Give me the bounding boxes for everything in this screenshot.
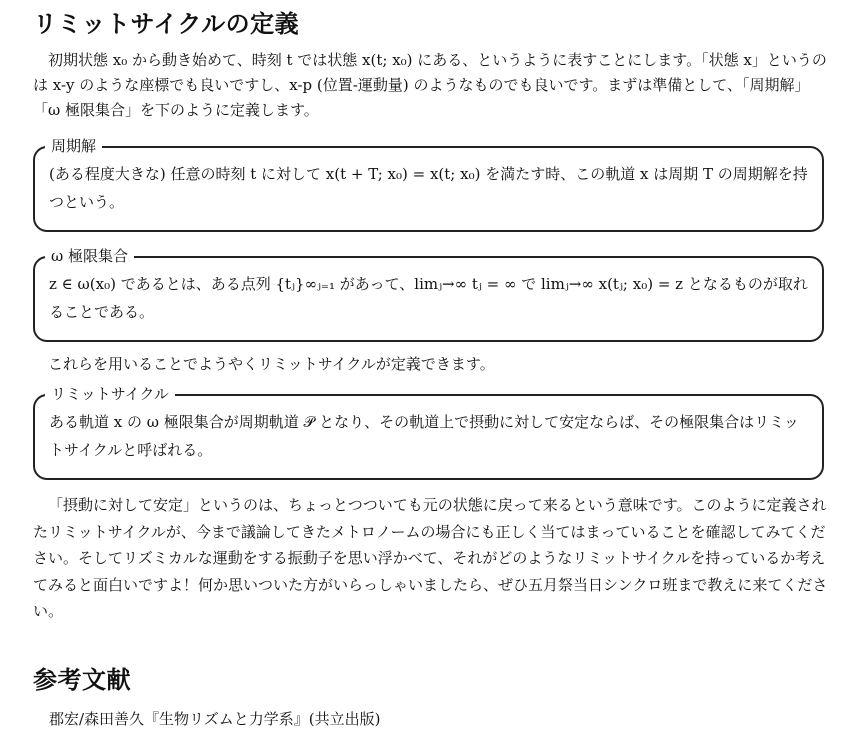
section-heading-limit-cycle: リミットサイクルの定義 [33, 10, 300, 38]
intro-paragraph: 初期状態 x₀ から動き始めて、時刻 t では状態 x(t; x₀) にある、というように表すことにします。「状態 x」というのは x-y のような座標でも良いですし、x-p (位置-運動量) のようなものでも良いです。まずは準備として、「周期解」「ω 極限集合」を下のように定義します。 [33, 51, 827, 119]
closing-paragraph: 「摂動に対して安定」というのは、ちょっとつついても元の状態に戻って来るという意味です。このように定義されたリミットサイクルが、今まで議論してきたメトロノームの場合にも正しく当てはまっていることを確認してみてください。そしてリズミカルな運動をする振動子を思い浮かべて、それがどのようなリミットサイクルを持っているか考えてみると面白いですよ！何か思いついた方がいらっしゃいましたら、ぜひ五月祭当日シンクロ班まで教えに来てください。 [33, 496, 828, 620]
definition-box-limit-cycle [33, 385, 824, 480]
definition-box-body: (ある程度大きな) 任意の時刻 t に対して x(t + T; x₀) = x(t; x₀) を満たす時、この軌道 x は周期 T の周期解を持つという。 [49, 165, 808, 211]
definition-box-title: リミットサイクル [45, 384, 175, 404]
definition-box-title: ω 極限集合 [45, 246, 134, 266]
definition-box-periodic-solution [33, 137, 824, 232]
reference-item: 郡宏/森田善久『生物リズムと力学系』(共立出版) [49, 710, 381, 728]
definition-box-body: ある軌道 x の ω 極限集合が周期軌道 𝒫 となり、その軌道上で摂動に対して安定ならば、その極限集合はリミットサイクルと呼ばれる。 [49, 413, 799, 459]
definition-box-title: 周期解 [45, 136, 102, 156]
mid-paragraph: これらを用いることでようやくリミットサイクルが定義できます。 [48, 355, 495, 373]
definition-box-omega-limit-set [33, 247, 824, 342]
definition-box-body: z ∈ ω(x₀) であるとは、ある点列 {tⱼ}∞ⱼ₌₁ があって、limⱼ→∞ tⱼ = ∞ で limⱼ→∞ x(tⱼ; x₀) = z となるものが取れることである。 [49, 275, 808, 321]
section-heading-references: 参考文献 [33, 666, 131, 694]
